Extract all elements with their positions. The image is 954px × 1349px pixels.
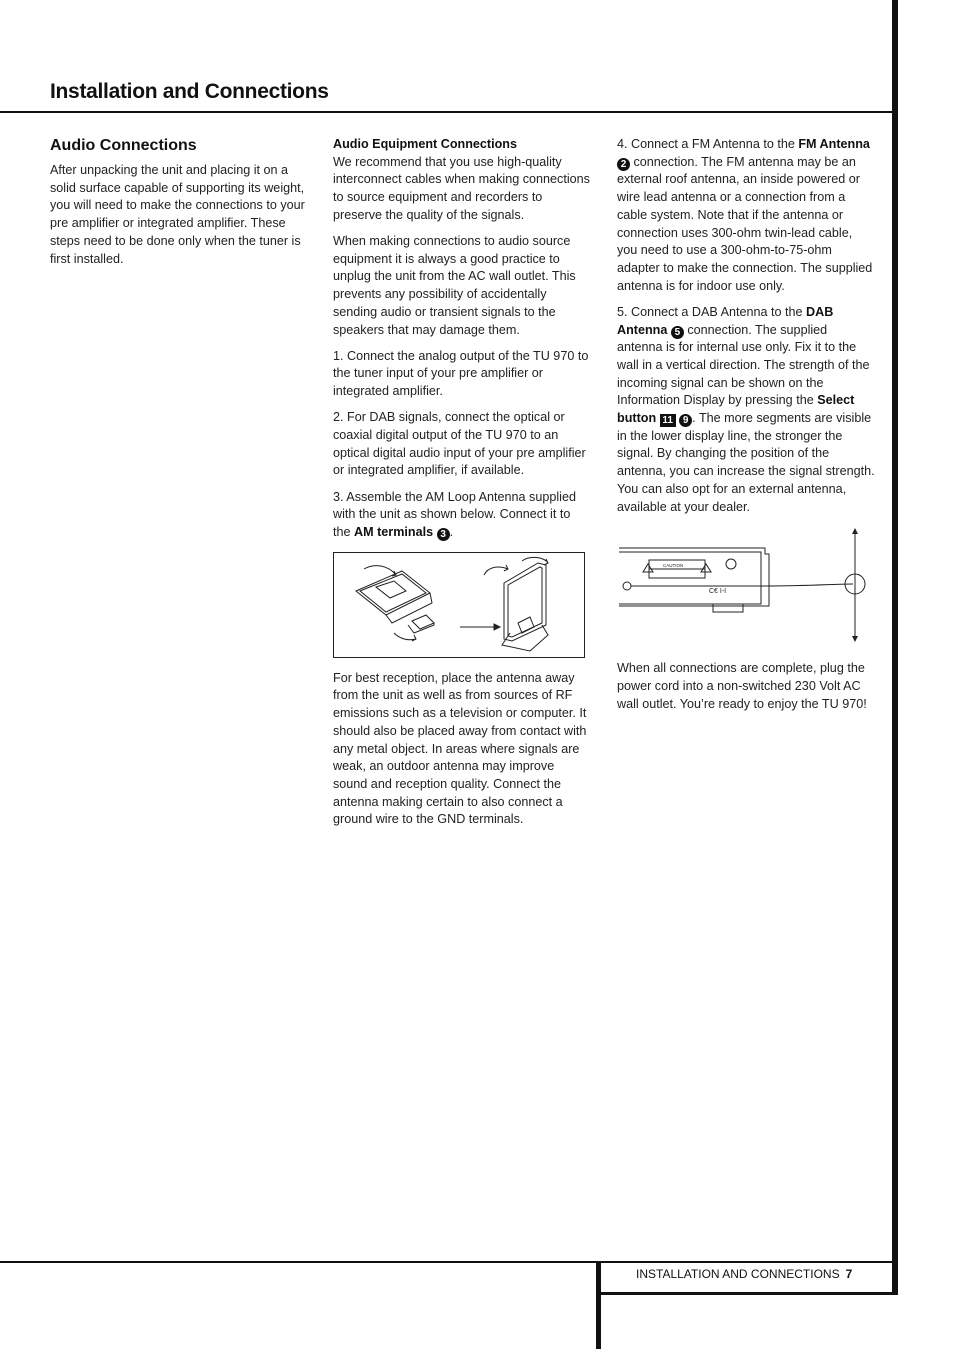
page-edge-bar	[892, 0, 898, 1294]
title-rule	[0, 111, 896, 113]
step-5-end: . The more segments are visible in the lower display line, the stronger the signal. By changing the position of the antenna, you can increase the signal strength. You can also opt for an external antenna, available at your dealer.	[617, 411, 875, 514]
final-paragraph: When all connections are complete, plug the power cord into a non-switched 230 Volt AC wall outlet. You’re ready to enjoy the TU 970!	[617, 661, 867, 711]
section-heading: Audio Connections	[50, 137, 197, 154]
am-terminals-label: AM terminals	[354, 525, 434, 540]
step-2: 2. For DAB signals, connect the optical or coaxial digital output of the TU 970 to an optical digital audio input of your pre amplifier or integrated amplifier, if available.	[333, 410, 586, 478]
am-loop-antenna-illustration	[333, 552, 585, 658]
step-4-text: 4. Connect a FM Antenna to the	[617, 137, 799, 151]
footer-divider-bar	[596, 1262, 601, 1349]
footer-rule	[0, 1261, 896, 1263]
step-3-text: 3. Assemble the AM Loop Antenna supplied with the unit as shown below. Connect it to the	[333, 489, 576, 540]
dab-antenna-rear-panel-illustration	[617, 526, 875, 646]
select-button-number-badge: 9	[679, 414, 692, 427]
intro-paragraph: After unpacking the unit and placing it on a solid surface capable of supporting its weight, you will need to make the connections to your pre amplifier or integrated amplifier. These steps need to be done only when the tuner is first installed.	[50, 163, 305, 266]
svg-text:C€ I-I: C€ I-I	[709, 588, 727, 596]
step-5	[617, 304, 875, 516]
select-button-square-badge: 11	[660, 414, 676, 427]
rear-panel-caution-label: CAUTION	[663, 563, 684, 569]
am-terminals-number-badge: 3	[437, 528, 450, 541]
equipment-intro: We recommend that you use high-quality interconnect cables when making connections to source equipment and recorders to preserve the quality of the signals.	[333, 154, 590, 222]
page-number: 7	[845, 1267, 853, 1281]
step-4-body: connection. The FM antenna may be an external roof antenna, an inside powered or wire lead antenna or a connection from a cable system. Note that if the antenna or connection uses 300-ohm twin-lead cable, you need to use a 300-ohm-to-75-ohm adapter to make the connection. The supplied antenna is for indoor use only.	[617, 154, 873, 293]
select-button-label: Select button	[617, 393, 855, 426]
step-3	[333, 489, 591, 542]
reception-paragraph: For best reception, place the antenna away from the unit as well as from sources of RF emissions such as a television or computer. It should also be placed away from contact with any metal object. In areas where signals are weak, an outdoor antenna may improve sound and reception quality. Connect the antenna making certain to also connect a ground wire to the GND terminals.	[333, 670, 587, 827]
step-4	[617, 136, 875, 295]
safety-paragraph: When making connections to audio source equipment it is always a good practice to unplug the unit from the AC wall outlet. This prevents any possibility of accidentally sending audio or transient signals to the speakers that may damage them.	[333, 234, 576, 337]
footer-underline	[598, 1292, 898, 1295]
footer-section-label: INSTALLATION AND CONNECTIONS	[636, 1267, 840, 1281]
page-footer	[636, 1267, 852, 1281]
step-5-body: connection. The supplied antenna is for internal use only. Fix it to the wall in a vertical direction. The strength of the incoming signal can be shown on the Information Display by pressing the	[617, 322, 870, 408]
equipment-connections-block	[333, 136, 591, 225]
dab-antenna-label: DAB Antenna	[617, 304, 834, 337]
page-title: Installation and Connections	[50, 80, 329, 103]
subsection-heading: Audio Equipment Connections	[333, 137, 517, 151]
column-1	[50, 136, 308, 277]
dab-antenna-number-badge: 5	[671, 326, 684, 339]
fm-antenna-label: FM Antenna	[798, 137, 870, 151]
step-3-end: .	[449, 525, 454, 540]
fm-antenna-number-badge: 2	[617, 158, 630, 171]
column-3	[617, 136, 875, 722]
step-5-text: 5. Connect a DAB Antenna to the	[617, 304, 807, 319]
step-1: 1. Connect the analog output of the TU 970 to the tuner input of your pre amplifier or integrated amplifier.	[333, 348, 589, 399]
column-2	[333, 136, 591, 838]
